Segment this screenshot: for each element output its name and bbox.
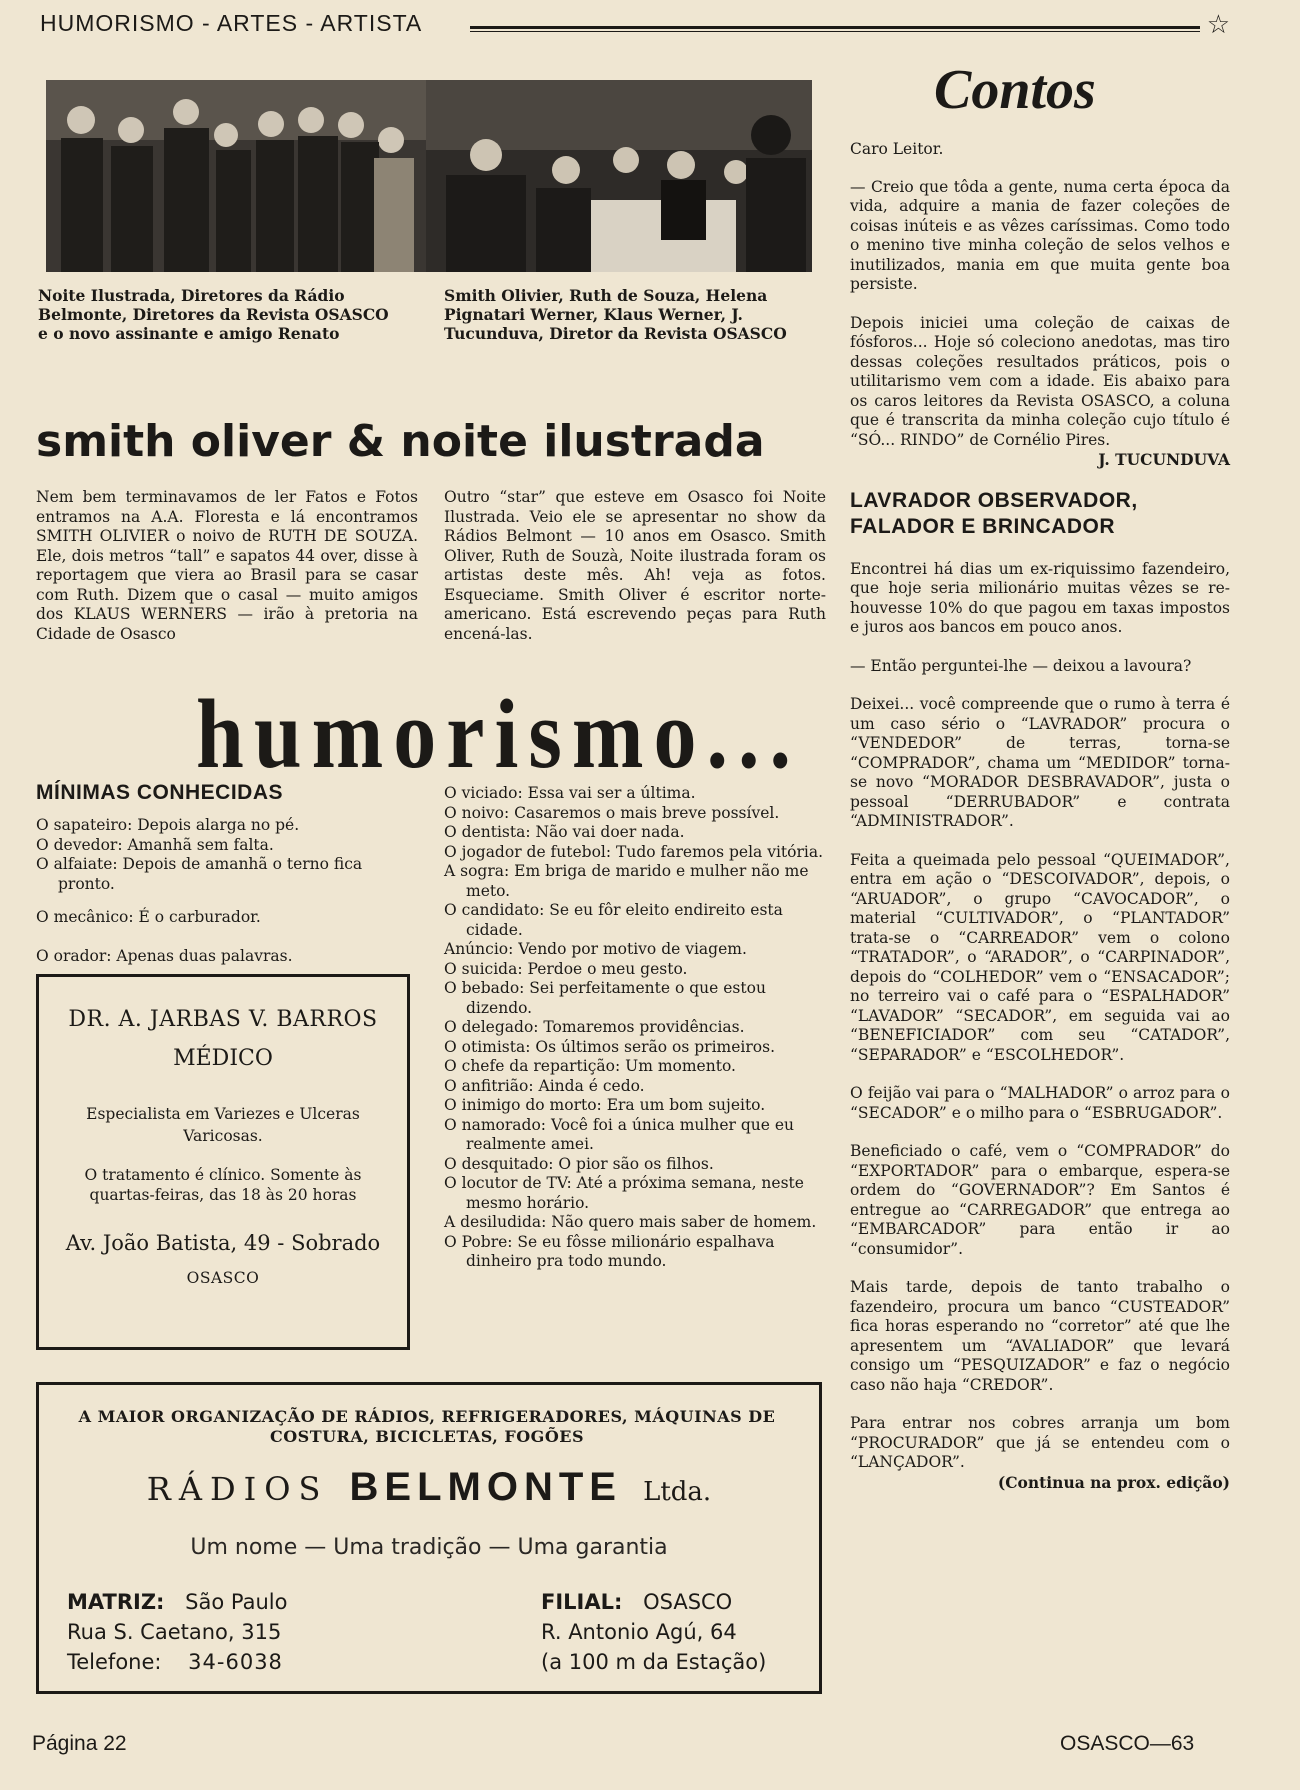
list-item: A desiludida: Não quero mais saber de homem. <box>444 1213 817 1231</box>
list-item: O otimista: Os últimos serão os primeiros. <box>444 1037 775 1056</box>
filial-street: R. Antonio Agú, 64 <box>541 1620 737 1644</box>
page-number-right: OSASCO—63 <box>1060 1732 1195 1755</box>
story-p4: Feita a queimada pelo pessoal “QUEIMADOR”, entra em ação o “DESCOIVADOR”, depois, o “ARUADOR”, o grupo “CAVOCADOR”, o material “CULTIVADOR”, o “PLANTADOR” trata-se o “CARREADOR” vem o colono “TRATADOR”, o “ARADOR”, o “CARPINADOR”, depois do “COLHEDOR” vem o “ENSACADOR”; no terreiro vai o café para o “ESPALHADOR” “LAVADOR” “SECADOR”, em seguida vai ao “BENEFICIADOR” com seu “CATADOR”, “SEPARADOR” e “ESCOLHEDOR”. <box>850 850 1230 1064</box>
list-item: O orador: Apenas duas palavras. <box>36 946 293 965</box>
belmonte-brand <box>39 1465 819 1510</box>
section-title: HUMORISMO - ARTES - ARTISTA <box>40 10 423 36</box>
filial-label: FILIAL: <box>541 1590 623 1614</box>
header-rule-thin <box>470 31 1200 32</box>
story-p2: — Então perguntei-lhe — deixou a lavoura? <box>850 656 1192 675</box>
phone-label: Telefone: <box>67 1650 162 1674</box>
photo-left-caption: Noite Ilustrada, Diretores da Rádio Belmonte, Diretores da Revista OSASCO e o novo assinante e amigo Renato <box>38 286 389 343</box>
belmonte-tagline: A MAIOR ORGANIZAÇÃO DE RÁDIOS, REFRIGERADORES, MÁQUINAS DE COSTURA, BICICLETAS, FOGÕES <box>78 1407 776 1446</box>
photo-right <box>426 80 812 272</box>
list-item: O namorado: Você foi a única mulher que eu realmente amei. <box>444 1115 795 1153</box>
list-item: O candidato: Se eu fôr eleito endireito esta cidade. <box>444 901 783 939</box>
contos-column <box>850 140 1230 1492</box>
smith-headline: smith oliver & noite ilustrada <box>36 416 765 467</box>
matriz-street: Rua S. Caetano, 315 <box>67 1620 282 1644</box>
list-item: O dentista: Não vai doer nada. <box>444 823 685 841</box>
list-item: O viciado: Essa vai ser a última. <box>444 784 696 802</box>
minimas-right <box>444 784 826 1272</box>
list-item: O anfitrião: Ainda é cedo. <box>444 1076 645 1095</box>
list-item: O sapateiro: Depois alarga no pé. <box>36 816 300 834</box>
humorismo-headline: humorismo... <box>196 678 801 789</box>
doctor-city: OSASCO <box>186 1269 260 1287</box>
story-p3: Deixei... você compreende que o rumo à terra é um caso sério o “LAVRADOR” procura o “VENDEDOR” de terras, torna-se “COMPRADOR”, chama um “MEDIDOR” torna-se novo “MORADOR DESBRAVADOR”, justa o pessoal “DERRUBADOR” e contrata “ADMINISTRADOR”. <box>850 695 1230 830</box>
brand-ltda: Ltda. <box>643 1477 712 1507</box>
list-item: O devedor: Amanhã sem falta. <box>36 835 274 854</box>
contos-p2: Depois iniciei uma coleção de caixas de fósforos... Hoje só coleciono anedotas, mas tiro dessas coleções resultados práticos, pois o utilitarismo vem com a idade. Eis abaixo para os caros leitores da Revista OSASCO, a coluna que é transcrita da minha coleção cujo título é “SÓ... RINDO” de Cornélio Pires. <box>850 313 1230 449</box>
continua-note: (Continua na prox. edição) <box>997 1472 1230 1492</box>
brand-radios: RÁDIOS <box>146 1470 329 1508</box>
belmonte-slogan: Um nome — Uma tradição — Uma garantia <box>190 1535 668 1560</box>
list-item: O bebado: Sei perfeitamente o que estou dizendo. <box>444 979 766 1017</box>
belmonte-filial <box>541 1587 766 1677</box>
list-item: O delegado: Tomaremos providências. <box>444 1018 745 1036</box>
page-number-left: Página 22 <box>32 1732 127 1755</box>
list-item: Anúncio: Vendo por motivo de viagem. <box>444 940 747 958</box>
matriz-city: São Paulo <box>185 1590 288 1614</box>
star-icon: ☆ <box>1206 10 1230 40</box>
story-p7: Mais tarde, depois de tanto trabalho o fazendeiro, procura um banco “CUSTEADOR” fica horas esperando no “corretor” até que lhe apresentem um “AVALIADOR” que levará consigo um “PESQUIZADOR” e faz o negócio caso não haja “CREDOR”. <box>850 1278 1230 1394</box>
list-item: O Pobre: Se eu fôsse milionário espalhava dinheiro pra todo mundo. <box>444 1232 775 1270</box>
doctor-name: DR. A. JARBAS V. BARROS <box>68 1007 378 1032</box>
filial-note: (a 100 m da Estação) <box>541 1650 767 1674</box>
story-p5: O feijão vai para o “MALHADOR” o arroz para o “SECADOR” e o milho para o “ESBRUGADOR”. <box>850 1084 1230 1122</box>
story-p8: Para entrar nos cobres arranja um bom “PROCURADOR” que já se entendeu com o “LANÇADOR”. <box>850 1414 1230 1471</box>
matriz-label: MATRIZ: <box>67 1590 165 1614</box>
list-item: O suicida: Perdoe o meu gesto. <box>444 959 688 978</box>
story-p6: Beneficiado o café, vem o “COMPRADOR” do “EXPORTADOR” para o embarque, espera-se ordem do “GOVERNADOR”? Em Santos é entregue ao “CARREGADOR” que entrega ao “EMBARCADOR” para então ir ao “consumidor”. <box>850 1142 1230 1258</box>
belmonte-ad <box>36 1382 822 1694</box>
photo-left <box>46 80 426 272</box>
list-item: O mecânico: É o carburador. <box>36 908 261 926</box>
list-item: O locutor de TV: Até a próxima semana, neste mesmo horário. <box>444 1174 804 1212</box>
filial-city: OSASCO <box>643 1590 733 1614</box>
header-rule <box>470 26 1200 29</box>
minimas-left <box>36 780 416 966</box>
minimas-title: MÍNIMAS CONHECIDAS <box>36 781 284 804</box>
list-item: O noivo: Casaremos o mais breve possível. <box>444 803 780 822</box>
list-item: O inimigo do morto: Era um bom sujeito. <box>444 1096 766 1114</box>
page-header <box>40 10 1230 40</box>
contos-p1: — Creio que tôda a gente, numa certa época da vida, adquire a mania de fazer coleções de coisas inúteis e as vêzes caríssimas. Como todo o menino tive minha coleção de selos velhos e inutilizados, mania em que muita gente boa persiste. <box>850 177 1230 293</box>
list-item: O desquitado: O pior são os filhos. <box>444 1154 714 1173</box>
doctor-specialty: Especialista em Variezes e Ulceras Varicosas. <box>86 1105 360 1145</box>
list-item: A sogra: Em briga de marido e mulher não me meto. <box>444 862 809 900</box>
story-title: LAVRADOR OBSERVADOR, FALADOR E BRINCADOR <box>850 488 1138 538</box>
doctor-title: MÉDICO <box>173 1046 273 1071</box>
contos-title: Contos <box>934 59 1096 121</box>
story-p1: Encontrei há dias um ex-riquissimo fazendeiro, que hoje seria milionário muitas vêzes se re-houvesse 10% do que pagou em taxas impostos e juros aos bancos em pouco anos. <box>850 559 1230 636</box>
contos-greeting: Caro Leitor. <box>850 140 944 158</box>
photo-right-caption: Smith Olivier, Ruth de Souza, Helena Pignatari Werner, Klaus Werner, J. Tucunduva, Diretor da Revista OSASCO <box>444 286 787 343</box>
phone-number: 34-6038 <box>188 1650 283 1674</box>
list-item: O alfaiate: Depois de amanhã o terno fica pronto. <box>36 855 363 893</box>
belmonte-matriz <box>67 1587 287 1677</box>
doctor-ad <box>36 974 410 1350</box>
contos-signature: J. TUCUNDUVA <box>1098 450 1230 469</box>
smith-article-col1: Nem bem terminavamos de ler Fatos e Fotos entramos na A.A. Floresta e lá encontramos SMITH OLIVIER o noivo de RUTH DE SOUZA. Ele, dois metros “tall” e sapatos 44 over, disse à reportagem que viera ao Brasil para se casar com Ruth. Dizem que o casal — muito amigos dos KLAUS WERNERS — irão à pretoria na Cidade de Osasco <box>36 488 418 643</box>
doctor-address: Av. João Batista, 49 - Sobrado <box>65 1231 381 1255</box>
list-item: O chefe da repartição: Um momento. <box>444 1057 736 1075</box>
list-item: O jogador de futebol: Tudo faremos pela vitória. <box>444 842 824 861</box>
brand-belmonte: BELMONTE <box>349 1465 622 1509</box>
smith-article-col2: Outro “star” que esteve em Osasco foi Noite Ilustrada. Veio ele se apresentar no show da Rádios Belmont — 10 anos em Osasco. Smith Oliver, Ruth de Souzà, Noite ilustrada foram os artistas deste mês. Ah! veja as fotos. Esqueciame. Smith Oliver é escritor norte-americano. Está escrevendo peças para Ruth encená-las. <box>444 488 826 643</box>
doctor-treatment: O tratamento é clínico. Somente às quartas-feiras, das 18 às 20 horas <box>84 1166 362 1204</box>
